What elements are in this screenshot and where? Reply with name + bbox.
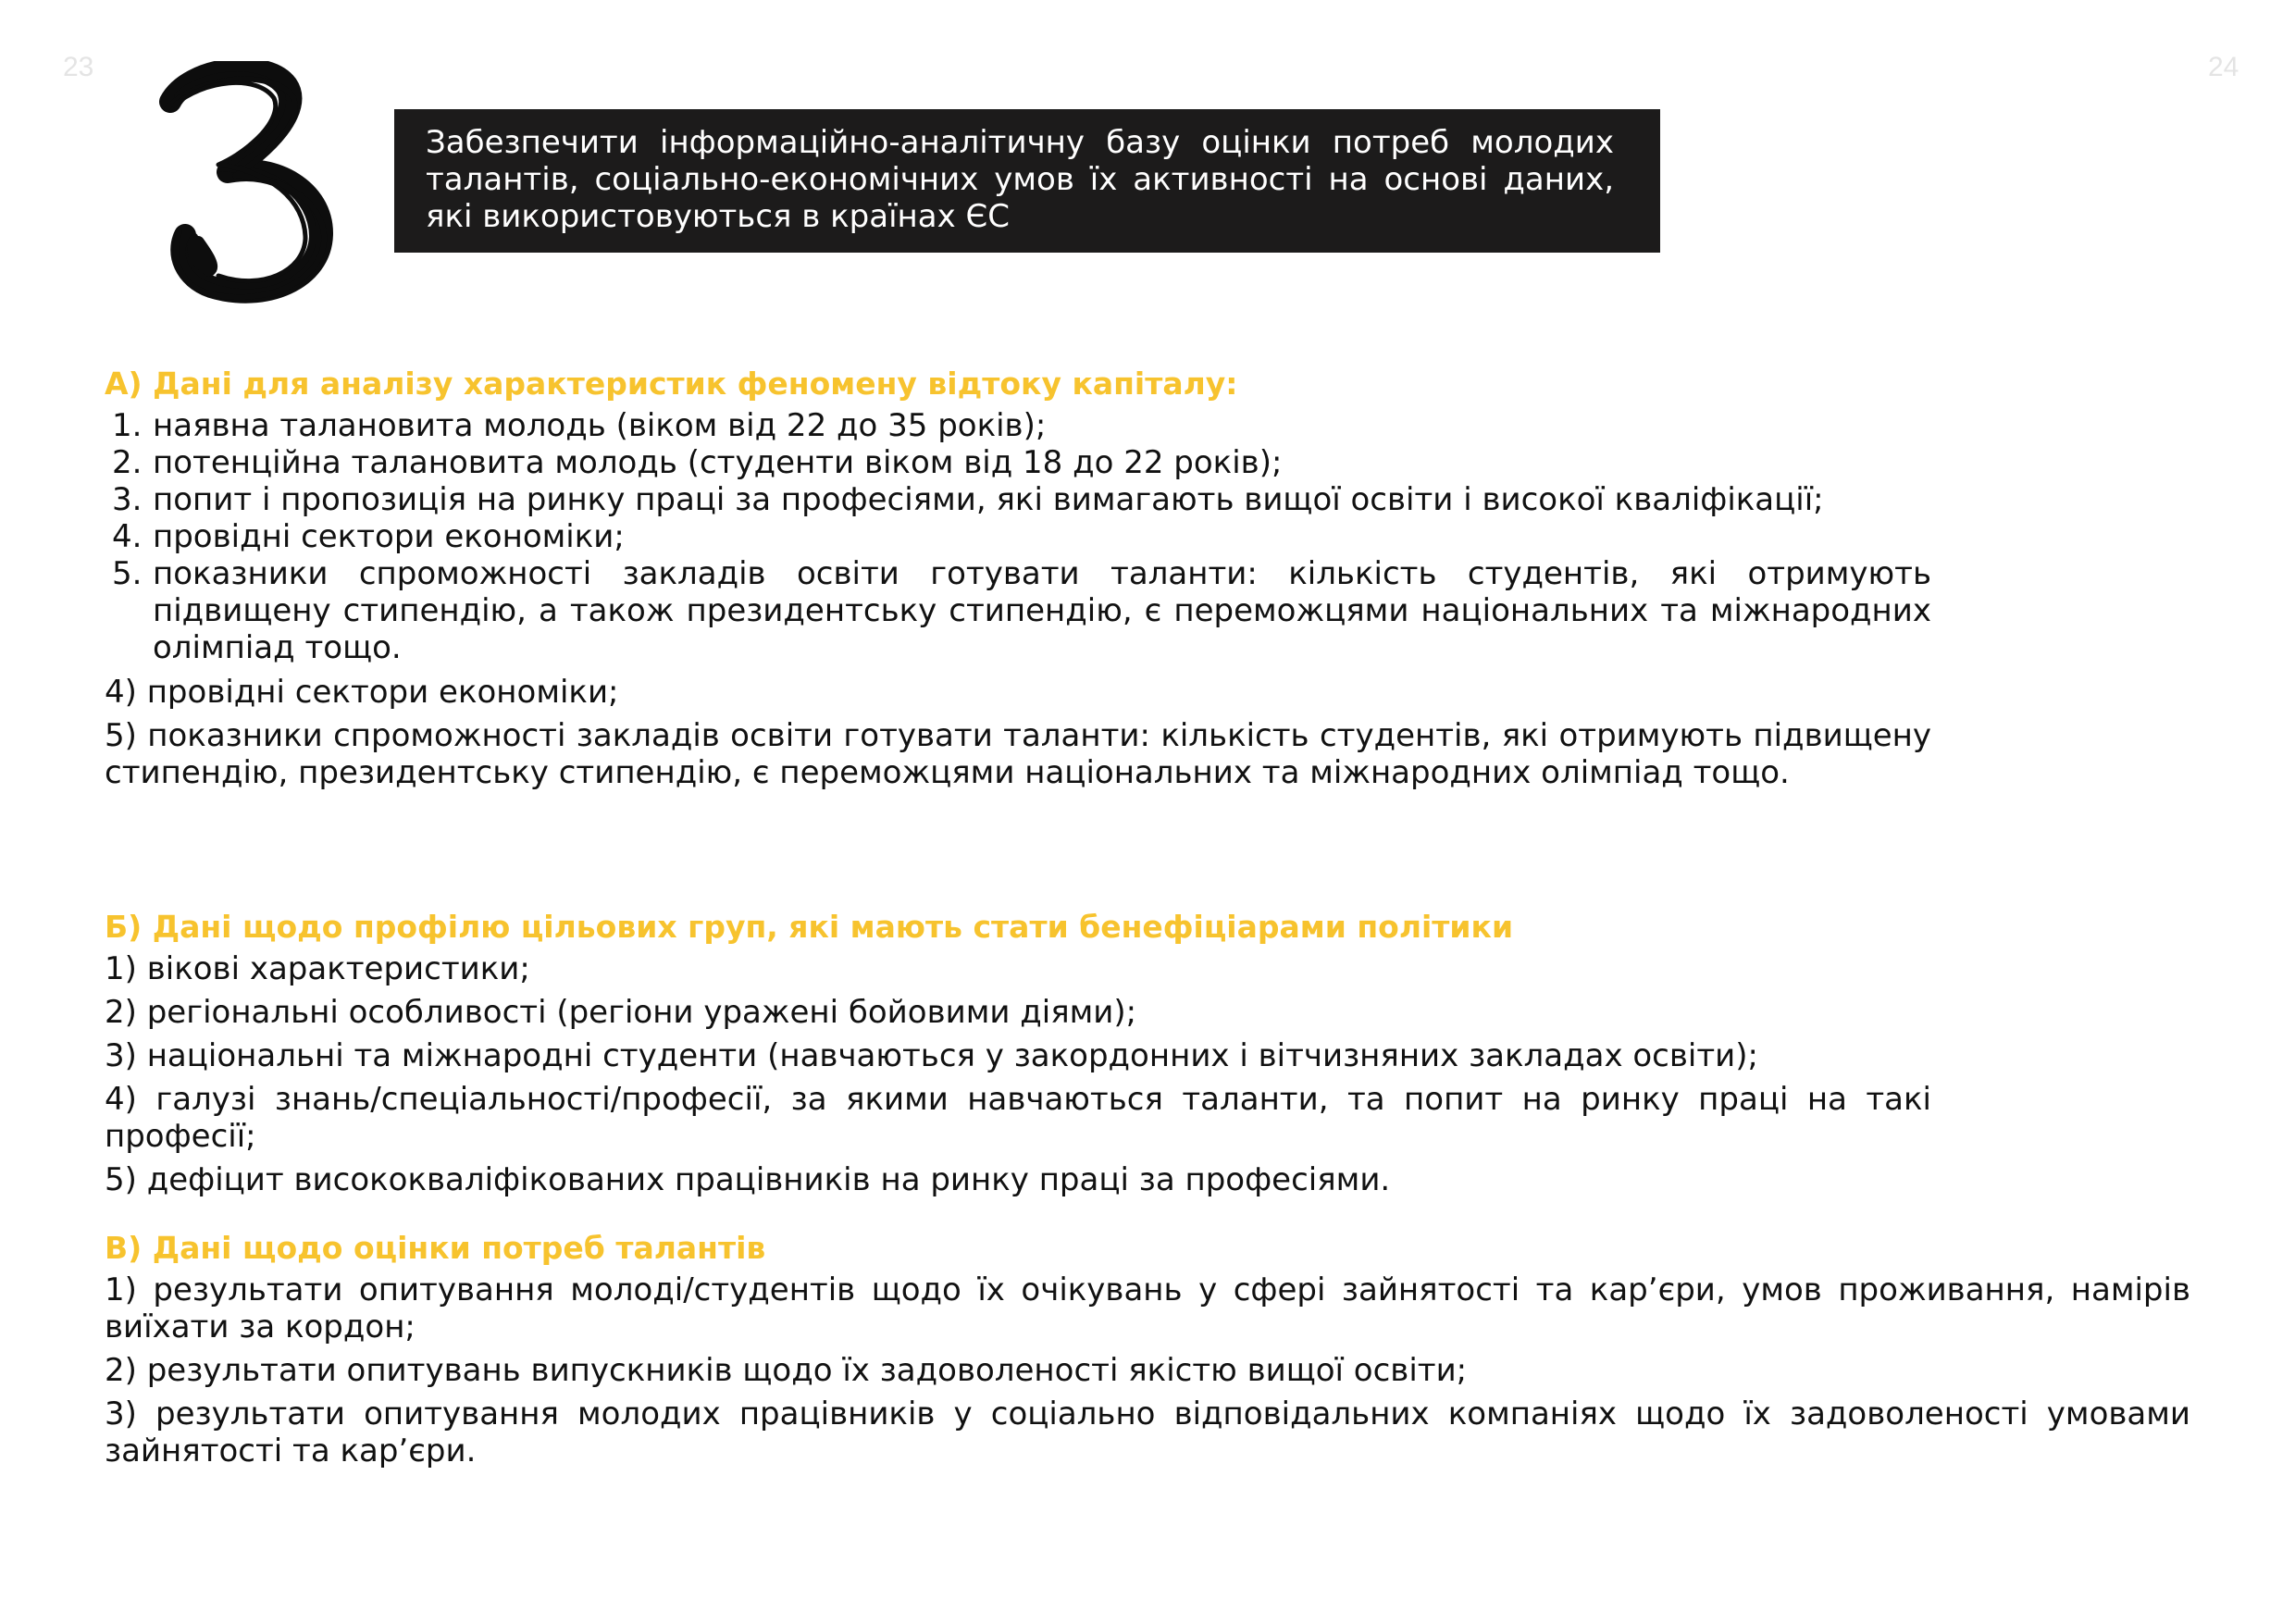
section-c-item: 2) результати опитувань випускників щодо їх задоволеності якістю вищої освіти;	[105, 1352, 1468, 1389]
section-b-item: 3) національні та міжнародні студенти (навчаються у закордонних і вітчизняних закладах освіти);	[105, 1037, 1758, 1074]
section-b-item: 1) вікові характеристики;	[105, 950, 530, 987]
section-b	[105, 907, 1931, 1205]
section-b-item: 2) регіональні особливості (регіони уражені бойовими діями);	[105, 994, 1137, 1031]
section-b-item: 4) галузі знань/спеціальності/професії, за якими навчаються таланти, та попит на ринку праці на такі професії;	[105, 1081, 1931, 1155]
header-box	[394, 109, 1660, 253]
section-c-item: 1) результати опитування молоді/студентів щодо їх очікувань у сфері зайнятості та кар’єри, умов проживання, намірів виїхати за кордон;	[105, 1271, 2190, 1345]
section-b-item: 5) дефіцит висококваліфікованих працівників на ринку праці за професіями.	[105, 1161, 1391, 1198]
header-text: Забезпечити інформаційно-аналітичну базу оцінки потреб молодих талантів, соціально-економічних умов їх активності на основі даних, які використовуються в країнах ЄС	[426, 124, 1614, 235]
page-number-left: 23	[63, 52, 94, 82]
section-a	[105, 364, 1931, 798]
section-a-extra-item: 4) провідні сектори економіки;	[105, 674, 619, 711]
list-item: 5. показники спроможності закладів освіти готувати таланти: кількість студентів, які отримують підвищену стипендію, а також президентську стипендію, є переможцями національних та міжнародних олімпіад тощо.	[112, 555, 1931, 666]
section-a-list	[105, 407, 1931, 666]
big-number-three-icon	[157, 61, 333, 304]
section-c	[105, 1228, 2190, 1476]
section-a-extra-item: 5) показники спроможності закладів освіти готувати таланти: кількість студентів, які отримують підвищену стипендію, президентську стипендію, є переможцями національних та міжнародних олімпіад тощо.	[105, 717, 1931, 791]
list-item: 2. потенційна талановита молодь (студенти віком від 18 до 22 років);	[112, 444, 1283, 481]
section-b-title: Б) Дані щодо профілю цільових груп, які мають стати бенефіціарами політики	[105, 909, 1514, 945]
section-a-title: А) Дані для аналізу характеристик феномену відтоку капіталу:	[105, 366, 1238, 402]
list-item: 4. провідні сектори економіки;	[112, 518, 625, 555]
page-number-right: 24	[2208, 52, 2239, 82]
list-item: 1. наявна талановита молодь (віком від 22 до 35 років);	[112, 407, 1047, 444]
section-c-item: 3) результати опитування молодих працівників у соціально відповідальних компаніях щодо їх задоволеності умовами зайнятості та кар’єри.	[105, 1395, 2190, 1469]
list-item: 3. попит і пропозиція на ринку праці за професіями, які вимагають вищої освіти і високої кваліфікації;	[112, 481, 1824, 518]
section-c-title: В) Дані щодо оцінки потреб талантів	[105, 1230, 766, 1266]
